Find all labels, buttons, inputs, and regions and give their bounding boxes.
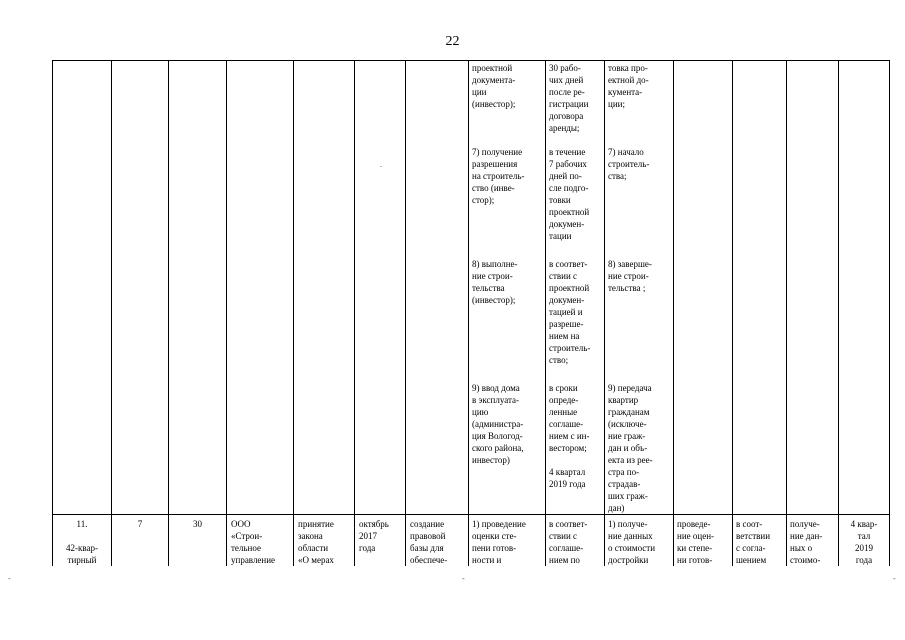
cell-col11-part4: 9) передача квартир гражданам (исключе- ние граж- дан и объ- екта из рее- стра по- страдав- ших граж- дан) [608, 383, 653, 513]
cell-col11-part1: товка про- ектной до- кумента- ции; [608, 63, 649, 109]
cell-row11-col12: проведе- ние оцен- ки степе- ни готов- [677, 519, 715, 565]
cell-row11-col5: принятие закона области «О мерах [298, 519, 334, 565]
cell-col9-part2: 7) получение разрешения на строитель- ство (инве- стор); [472, 147, 525, 205]
cell-row11-col11: 1) получе- ние данных о стоимости достройки [608, 519, 656, 565]
cell-row11-col6: октябрь 2017 года [359, 519, 389, 553]
scan-mark: - [462, 574, 465, 583]
scan-mark: - [893, 574, 896, 583]
cell-col10-part2: в течение 7 рабочих дней по- сле подго- товки проектной докумен- тации [549, 147, 590, 241]
cell-col9-part4: 9) ввод дома в эксплуата- цию (администра- ция Вологод- ского района, инвестор) [472, 383, 524, 465]
cell-col9-part3: 8) выполне- ние строи- тельства (инвестор); [472, 259, 518, 305]
cell-row11-number: 11. 42-квар- тирный [66, 519, 98, 565]
scan-mark: . [380, 160, 382, 169]
cell-row11-col2: 7 [137, 519, 143, 529]
cell-row11-col13: в соот- ветствии с согла- шением [736, 519, 771, 565]
cell-row11-col9: 1) проведение оценки сте- пени готов- ности и [472, 519, 526, 565]
page-number: 22 [445, 34, 460, 49]
scan-mark: - [8, 574, 11, 583]
cell-col10-part3: в соответ- ствии с проектной докумен- тацией и разреше- нием на строитель- ство; [549, 259, 591, 365]
cell-row11-col14: получе- ние дан- ных о стоимо- [790, 519, 823, 565]
cell-col11-part2: 7) начало строитель- ства; [608, 147, 650, 181]
cell-col9-part1: проектной документа- ции (инвестор); [472, 63, 516, 109]
cell-row11-col10: в соответ- ствии с соглаше- нием по [549, 519, 588, 565]
cell-row11-col7: создание правовой базы для обеспече- [410, 519, 448, 565]
cell-row11-col15: 4 квар- тал 2019 года [850, 519, 878, 565]
cell-col10-part1: 30 рабо- чих дней после ре- гистрации договора аренды; [549, 63, 589, 133]
cell-row11-col4: ООО «Строи- тельное управление [231, 519, 276, 565]
cell-col11-part3: 8) заверше- ние строи- тельства ; [608, 259, 652, 293]
cell-row11-col3: 30 [193, 519, 202, 529]
cell-col10-part4: в сроки опреде- ленные соглаше- нием с ин- вестором; 4 квартал 2019 года [549, 383, 590, 489]
